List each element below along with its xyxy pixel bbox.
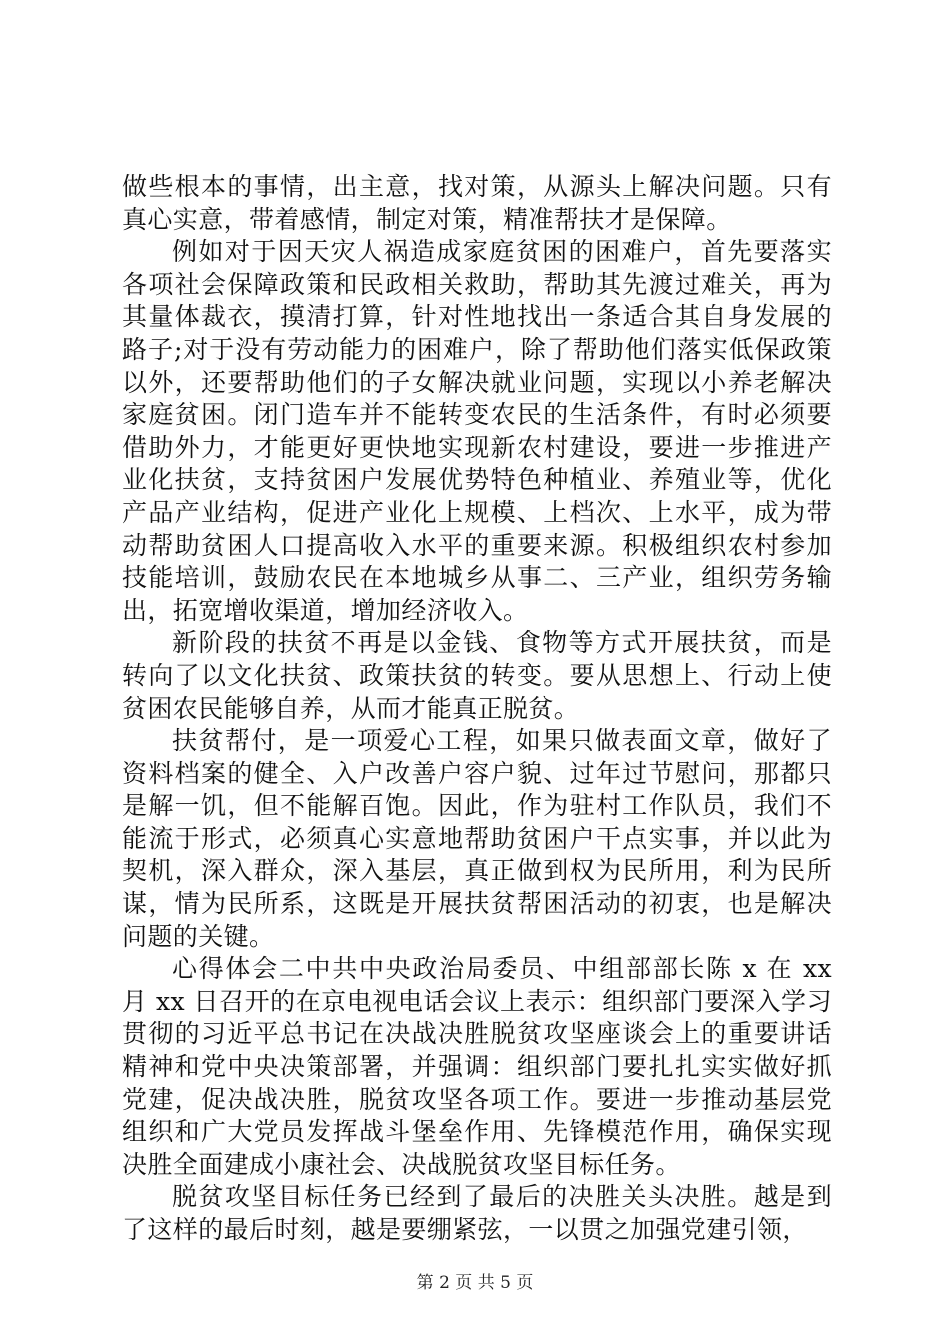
document-body <box>122 171 832 1247</box>
paragraph-1: 做些根本的事情，出主意，找对策，从源头上解决问题。只有真心实意，带着感情，制定对策，精准帮扶才是保障。 <box>122 172 832 234</box>
paragraph-6: 脱贫攻坚目标任务已经到了最后的决胜关头决胜。越是到了这样的最后时刻，越是要绷紧弦，一以贯之加强党建引领， <box>122 1182 832 1244</box>
paragraph-5: 心得体会二中共中央政治局委员、中组部部长陈 x 在 xx 月 xx 日召开的在京电视电话会议上表示：组织部门要深入学习贯彻的习近平总书记在决战决胜脱贫攻坚座谈会上的重要讲话精神和党中央决策部署，并强调：组织部门要扎扎实实做好抓党建，促决战决胜，脱贫攻坚各项工作。要进一步推动基层党组织和广大党员发挥战斗堡垒作用、先锋模范作用，确保实现决胜全面建成小康社会、决战脱贫攻坚目标任务。 <box>122 954 832 1179</box>
paragraph-3: 新阶段的扶贫不再是以金钱、食物等方式开展扶贫，而是转向了以文化扶贫、政策扶贫的转变。要从思想上、行动上使贫困农民能够自养，从而才能真正脱贫。 <box>122 628 832 723</box>
paragraph-4: 扶贫帮付，是一项爱心工程，如果只做表面文章，做好了资料档案的健全、入户改善户容户貌、过年过节慰问，那都只是解一饥，但不能解百饱。因此，作为驻村工作队员，我们不能流于形式，必须真心实意地帮助贫困户干点实事，并以此为契机，深入群众，深入基层，真正做到权为民所用，利为民所谋，情为民所系，这既是开展扶贫帮困活动的初衷，也是解决问题的关键。 <box>122 726 832 951</box>
paragraph-2: 例如对于因天灾人祸造成家庭贫困的困难户，首先要落实各项社会保障政策和民政相关救助，帮助其先渡过难关，再为其量体裁衣，摸清打算，针对性地找出一条适合其自身发展的路子;对于没有劳动能力的困难户，除了帮助他们落实低保政策以外，还要帮助他们的子女解决就业问题，实现以小养老解决家庭贫困。闭门造车并不能转变农民的生活条件，有时必须要借助外力，才能更好更快地实现新农村建设，要进一步推进产业化扶贫，支持贫困户发展优势特色种植业、养殖业等，优化产品产业结构，促进产业化上规模、上档次、上水平，成为带动帮助贫困人口提高收入水平的重要来源。积极组织农村参加技能培训，鼓励农民在本地城乡从事二、三产业，组织劳务输出，拓宽增收渠道，增加经济收入。 <box>122 237 832 625</box>
page-number-footer: 第 2 页 共 5 页 <box>416 1273 534 1293</box>
